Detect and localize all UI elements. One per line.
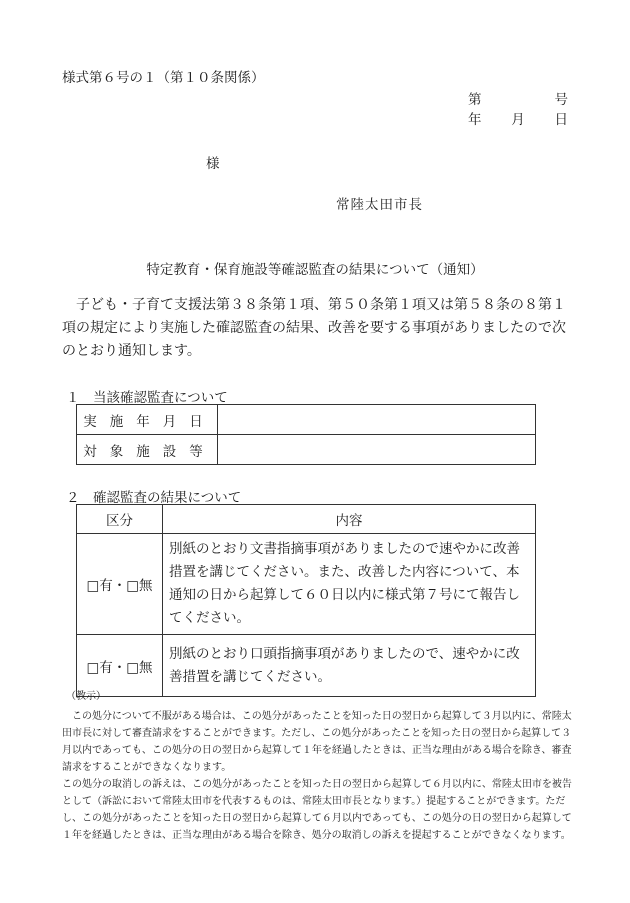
audit-info-table [76,404,536,465]
audit-date-value [218,405,536,435]
doc-no-suffix: 号 [554,92,568,108]
notes-paragraph-2: この処分の取消しの訴えは、この処分があったことを知った日の翌日から起算して６月以内に、常陸太田市を被告として（訴訟において常陸太田市を代表するものは、常陸太田市長となります。）提起することができます。ただし、この処分があったことを知った日の翌日から起算して６月以内であっても、この処分の日の翌日から起算して１年を経過したときは、正当な理由がある場合を除き、処分の取消しの訴えを提起することができなくなります。 [62,779,572,841]
recipient: 様 [206,156,220,172]
audit-date-label: 実施年月日 [77,405,218,435]
audit-result-table [76,504,536,697]
content-header: 内容 [163,505,536,534]
table-row [77,534,536,635]
document-date [468,108,568,128]
table-row [77,435,536,465]
section1-heading: １ 当該確認監査について [66,390,228,406]
table-row [77,405,536,435]
body-text [62,294,572,363]
oral-finding-content: 別紙のとおり口頭指摘事項がありましたので、速やかに改善措置を講じてください。 [163,635,536,697]
notes-paragraph-1: この処分について不服がある場合は、この処分があったことを知った日の翌日から起算して３月以内に、常陸太田市長に対して審査請求をすることができます。ただし、この処分があったことを知った日の翌日から起算して３月以内であっても、この処分の日の翌日から起算して１年を経過したときは、正当な理由がある場合を除き、審査請求をすることができなくなります。 [62,711,572,773]
notes [62,708,572,844]
written-finding-flag: □有・□無 [77,534,163,635]
form-number: 様式第６号の１（第１０条関係） [62,70,265,86]
category-header: 区分 [77,505,163,534]
section2-heading: ２ 確認監査の結果について [66,490,242,506]
date-year: 年 [468,112,482,128]
doc-no-prefix: 第 [468,92,482,108]
oral-finding-flag: □有・□無 [77,635,163,697]
written-finding-content: 別紙のとおり文書指摘事項がありましたので速やかに改善措置を講じてください。また、改善した内容について、本通知の日から起算して６０日以内に様式第７号にて報告してください。 [163,534,536,635]
notes-heading: （教示） [66,691,106,702]
facility-value [218,435,536,465]
document-number [468,88,568,108]
table-header-row [77,505,536,534]
table-row [77,635,536,697]
body-paragraph: 子ども・子育て支援法第３８条第１項、第５０条第１項又は第５８条の８第１項の規定により実施した確認監査の結果、改善を要する事項がありましたので次のとおり通知します。 [62,297,566,359]
facility-label: 対象施設等 [77,435,218,465]
issuer: 常陸太田市長 [336,197,423,213]
document-title: 特定教育・保育施設等確認監査の結果について（通知） [146,262,484,278]
date-month: 月 [511,112,525,128]
date-day: 日 [554,112,568,128]
